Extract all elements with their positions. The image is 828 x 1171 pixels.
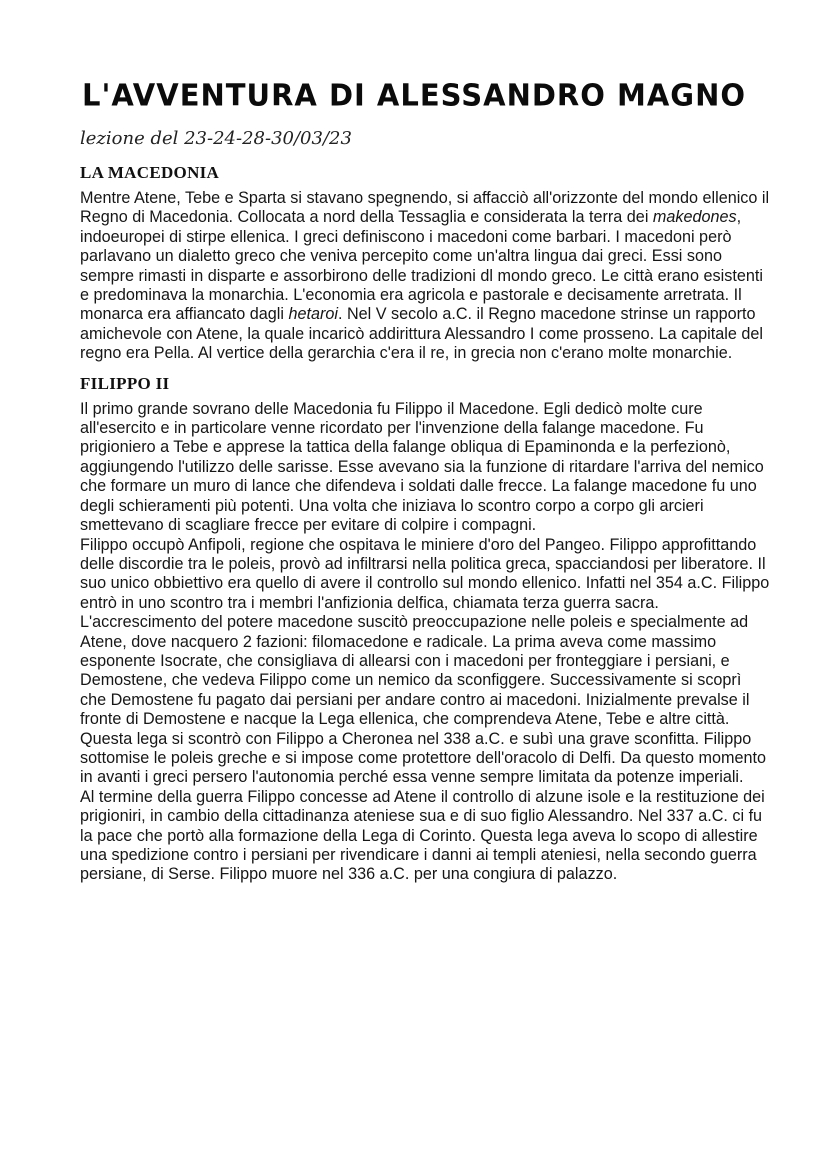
document-body [80, 163, 770, 885]
document-title: L'AVVENTURA DI ALESSANDRO MAGNO [81, 77, 747, 113]
section-heading-macedonia: LA MACEDONIA [80, 163, 220, 182]
italic-term-makedones: makedones [652, 208, 737, 227]
paragraph-macedonia [80, 189, 770, 364]
paragraph-filippo-3: L'accrescimento del potere macedone suscitò preoccupazione nelle poleis e specialmente ad Atene, dove nacquero 2 fazioni: filomacedone e radicale. La prima aveva come massimo esponente Isocrate, che consigliava di allearsi con i macedoni per fronteggiare i persiani, e Demostene, che vedeva Filippo come un nemico da sconfiggere. Successivamente si scoprì che Demostene fu pagato dai persiani per andare contro ai macedoni. Inizialmente prevalse il fronte di Demostene e nacque la Lega ellenica, che comprendeva Atene, Tebe e altre città. Questa lega si scontrò con Filippo a Cheronea nel 338 a.C. e subì una grave sconfitta. Filippo sottomise le poleis greche e si impose come protettore dell'oracolo di Delfi. Da questo momento in avanti i greci persero l'autonomia perché essa venne sempre limitata da potenze imperiali. [80, 613, 767, 787]
paragraph-filippo-4: Al termine della guerra Filippo concesse ad Atene il controllo di alzune isole e la restituzione dei prigionirі, in cambio della cittadinanza ateniese sua e di suo figlio Alessandro. Nel 337 a.C. ci fu la pace che portò alla formazione della Lega di Corinto. Questa lega aveva lo scopo di allestire una spedizione contro i persiani per rivendicare i danni ai templi ateniesi, nella secondo guerra persiane, di Serse. Filippo muore nel 336 a.C. per una congiura di palazzo. [80, 787, 765, 884]
paragraph-text: . Nel V secolo a.C. il Regno macedone strinse un rapporto amichevole con Atene, la quale incaricò addirittura Alessandro I come prosseno. La capitale del regno era Pella. Al vertice della gerarchia c'era il re, in grecia non c'erano molte monarchie. [80, 305, 763, 363]
lesson-date-label: lezione del 23-24-28-30/03/23 [80, 128, 352, 149]
paragraph-text: Mentre Atene, Tebe e Sparta si stavano spegnendo, si affacciò all'orizzonte del mondo ellenico il Regno di Macedonia. Collocata a nord della Tessaglia e considerata la terra dei [80, 189, 770, 227]
paragraph-text: , indoeuropei di stirpe ellenica. I greci definiscono i macedoni come barbari. I macedoni però parlavano un dialetto greco che veniva percepito come un'altra lingua dai greci. Essi sono sempre rimasti in disparte e assorbirono delle tradizioni dl mondo greco. Le città erano esistenti e predominava la monarchia. L'economia era agricola e pastorale e decisamente arretrata. Il monarca era affiancato dagli [80, 208, 763, 324]
section-heading-filippo-ii: FILIPPO II [80, 373, 170, 393]
italic-term-hetaroi: hetaroi [288, 305, 338, 324]
paragraph-filippo-1: Il primo grande sovrano delle Macedonia fu Filippo il Macedone. Egli dedicò molte cure all'esercito e in particolare venne ricordato per l'invenzione della falange macedone. Fu prigioniero a Tebe e apprese la tattica della falange obliqua di Epaminonda e la perfezionò, aggiungendo l'utilizzo delle sarisse. Esse avevano sia la funzione di ritardare l'arriva del nemico che formare un muro di lance che difendeva i soldati dalle frecce. La falange macedone fu uno degli schieramenti più potenti. Una volta che iniziava lo scontro corpo a corpo gli arcieri smettevano di scagliare frecce per evitare di colpire i compagni. [80, 399, 764, 535]
paragraph-filippo-2: Filippo occupò Anfipoli, regione che ospitava le miniere d'oro del Pangeo. Filippo approfittando delle discordie tra le poleis, provò ad infiltrarsi nella politica greca, spacciandosi per liberatore. Il suo unico obbiettivo era quello di avere il controllo sul mondo ellenico. Infatti nel 354 a.C. Filippo entrò in uno scontro tra i membri l'anfizionia delfica, chiamata terza guerra sacra. [80, 535, 770, 612]
